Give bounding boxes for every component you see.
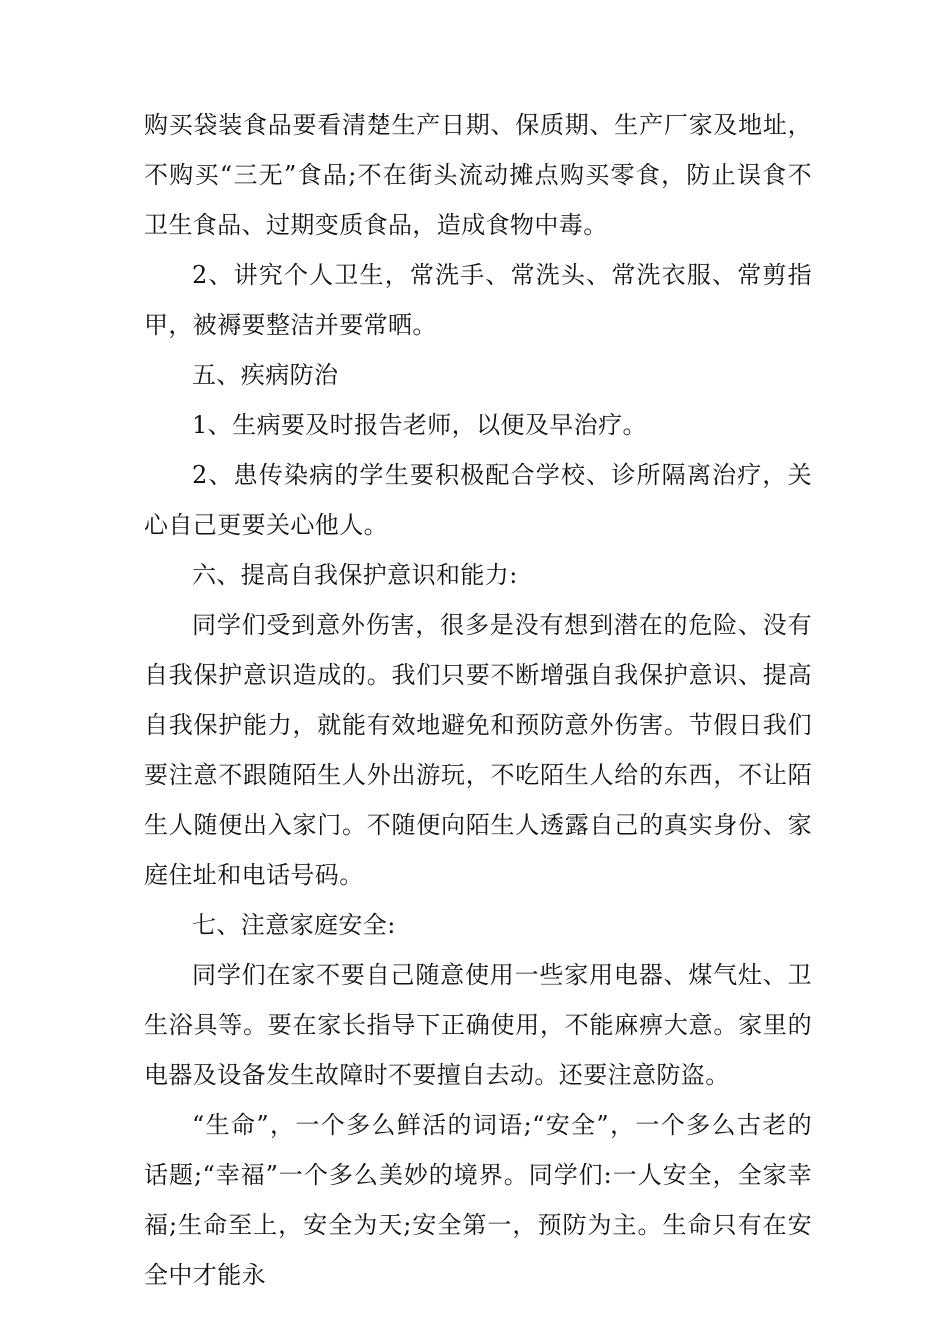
paragraph-personal-hygiene: 2、讲究个人卫生，常洗手、常洗头、常洗衣服、常剪指甲，被褥要整洁并要常晒。 [144, 261, 812, 339]
paragraph-closing: “生命”，一个多么鲜活的词语;“安全”，一个多么古老的话题;“幸福”一个多么美妙的境界。同学们:一人安全，全家幸福;生命至上，安全为天;安全第一，预防为主。生命只有在安全中才能永 [144, 1111, 812, 1289]
section-heading-self-protection: 六、提高自我保护意识和能力: [192, 561, 518, 589]
section-heading-home-safety: 七、注意家庭安全: [192, 911, 396, 939]
paragraph-report-illness: 1、生病要及时报告老师，以便及早治疗。 [192, 411, 647, 439]
section-heading-disease-prevention: 五、疾病防治 [192, 361, 339, 389]
document-body [144, 100, 812, 1300]
paragraph-home-safety: 同学们在家不要自己随意使用一些家用电器、煤气灶、卫生浴具等。要在家长指导下正确使用，不能麻痹大意。家里的电器及设备发生故障时不要擅自去动。还要注意防盗。 [144, 961, 812, 1089]
paragraph-self-protection: 同学们受到意外伤害，很多是没有想到潜在的危险、没有自我保护意识造成的。我们只要不断增强自我保护意识、提高自我保护能力，就能有效地避免和预防意外伤害。节假日我们要注意不跟随陌生人外出游玩，不吃陌生人给的东西，不让陌生人随便出入家门。不随便向陌生人透露自己的真实身份、家庭住址和电话号码。 [144, 611, 812, 889]
paragraph-food-purchase: 购买袋装食品要看清楚生产日期、保质期、生产厂家及地址，不购买“三无”食品;不在街头流动摊点购买零食，防止误食不卫生食品、过期变质食品，造成食物中毒。 [144, 111, 812, 239]
paragraph-infectious-disease: 2、患传染病的学生要积极配合学校、诊所隔离治疗，关心自己更要关心他人。 [144, 461, 812, 539]
